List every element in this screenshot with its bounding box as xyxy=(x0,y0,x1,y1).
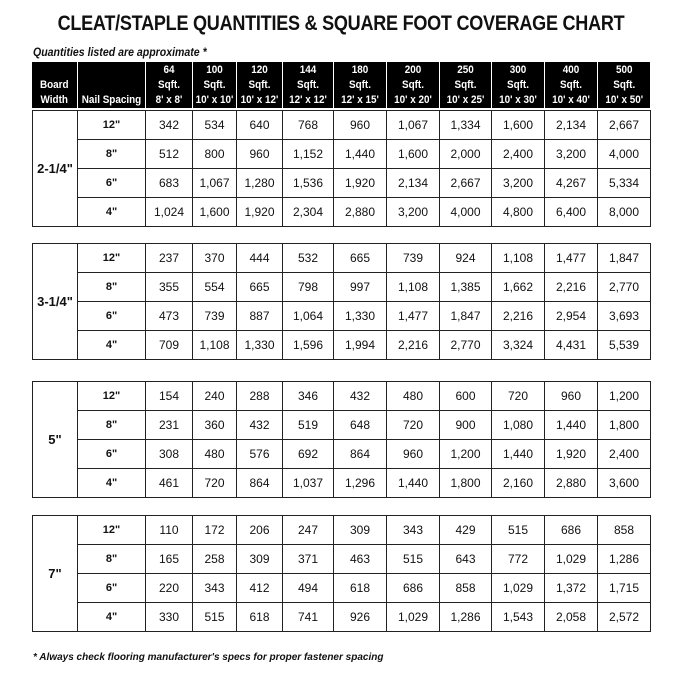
table-block-1 xyxy=(32,243,651,360)
header-board-width-line xyxy=(34,63,74,78)
quantity-cell: 4,000 xyxy=(440,198,492,227)
table-row xyxy=(33,516,651,545)
quantity-cell: 739 xyxy=(387,244,440,273)
quantity-cell: 686 xyxy=(387,574,440,603)
quantity-cell: 2,880 xyxy=(545,469,598,498)
header-nail-spacing xyxy=(77,62,145,108)
quantity-cell: 515 xyxy=(193,603,237,632)
quantity-cell: 2,667 xyxy=(440,169,492,198)
quantity-cell: 2,134 xyxy=(545,111,598,140)
quantity-cell: 4,431 xyxy=(545,331,598,360)
quantity-cell: 309 xyxy=(237,545,283,574)
quantity-cell: 1,600 xyxy=(193,198,237,227)
quantity-cell: 1,715 xyxy=(598,574,651,603)
quantity-cell: 8,000 xyxy=(598,198,651,227)
header-col-180-sqft-line: 180 xyxy=(351,64,368,76)
quantity-cell: 1,847 xyxy=(598,244,651,273)
header-col-120-sqft xyxy=(236,62,282,108)
header-col-100-sqft-line: 10' x 10' xyxy=(195,94,233,106)
quantity-cell: 1,024 xyxy=(146,198,193,227)
table-row xyxy=(33,302,651,331)
header-col-500-sqft-line: Sqft. xyxy=(612,79,635,91)
header-nail-spacing-line: Nail Spacing xyxy=(81,94,141,106)
quantity-cell: 2,216 xyxy=(545,273,598,302)
header-col-144-sqft xyxy=(282,62,333,108)
quantity-cell: 3,200 xyxy=(387,198,440,227)
quantity-cell: 2,160 xyxy=(492,469,545,498)
quantity-cell: 720 xyxy=(193,469,237,498)
quantity-cell: 3,600 xyxy=(598,469,651,498)
quantity-cell: 720 xyxy=(492,382,545,411)
header-col-300-sqft-line: 300 xyxy=(509,64,526,76)
nail-spacing-cell: 8" xyxy=(78,411,146,440)
header-col-500-sqft xyxy=(597,62,650,108)
nail-spacing-cell: 8" xyxy=(78,545,146,574)
quantity-cell: 1,280 xyxy=(237,169,283,198)
quantity-cell: 2,216 xyxy=(387,331,440,360)
quantity-cell: 1,029 xyxy=(545,545,598,574)
header-nail-spacing-line xyxy=(81,63,141,78)
quantity-cell: 1,440 xyxy=(387,469,440,498)
header-col-500-sqft-line: 500 xyxy=(615,64,633,76)
header-board-width-line: Width xyxy=(40,94,68,106)
quantity-cell: 432 xyxy=(237,411,283,440)
quantity-cell: 6,400 xyxy=(545,198,598,227)
quantity-cell: 309 xyxy=(334,516,387,545)
quantity-cell: 960 xyxy=(545,382,598,411)
quantity-cell: 1,477 xyxy=(545,244,598,273)
header-col-400-sqft xyxy=(544,62,597,108)
quantity-cell: 330 xyxy=(146,603,193,632)
quantity-cell: 720 xyxy=(387,411,440,440)
quantity-cell: 3,693 xyxy=(598,302,651,331)
quantity-cell: 739 xyxy=(193,302,237,331)
header-col-200-sqft-line: 10' x 20' xyxy=(393,94,432,106)
table-row xyxy=(33,411,651,440)
quantity-cell: 110 xyxy=(146,516,193,545)
quantity-cell: 1,440 xyxy=(545,411,598,440)
quantity-cell: 5,334 xyxy=(598,169,651,198)
quantity-cell: 2,667 xyxy=(598,111,651,140)
quantity-cell: 1,029 xyxy=(492,574,545,603)
nail-spacing-cell: 4" xyxy=(78,198,146,227)
header-col-144-sqft-line: Sqft. xyxy=(296,79,319,91)
quantity-cell: 686 xyxy=(545,516,598,545)
quantity-cell: 772 xyxy=(492,545,545,574)
quantity-cell: 4,000 xyxy=(598,140,651,169)
quantity-cell: 798 xyxy=(283,273,334,302)
quantity-cell: 900 xyxy=(440,411,492,440)
header-col-400-sqft-line: 400 xyxy=(562,64,579,76)
header-col-300-sqft-line: 10' x 30' xyxy=(498,94,537,106)
quantity-cell: 5,539 xyxy=(598,331,651,360)
quantity-cell: 692 xyxy=(283,440,334,469)
quantity-cell: 924 xyxy=(440,244,492,273)
quantity-cell: 741 xyxy=(283,603,334,632)
table-row xyxy=(33,331,651,360)
header-col-64-sqft-line: 8' x 8' xyxy=(155,94,182,106)
quantity-cell: 1,286 xyxy=(598,545,651,574)
header-col-100-sqft-line: Sqft. xyxy=(202,79,225,91)
quantity-cell: 1,920 xyxy=(334,169,387,198)
quantity-cell: 371 xyxy=(283,545,334,574)
quantity-cell: 1,800 xyxy=(598,411,651,440)
board-width-cell: 7" xyxy=(33,516,78,632)
board-width-cell: 3-1/4" xyxy=(33,244,78,360)
quantity-cell: 1,037 xyxy=(283,469,334,498)
quantity-cell: 2,770 xyxy=(598,273,651,302)
quantity-cell: 412 xyxy=(237,574,283,603)
quantity-cell: 1,477 xyxy=(387,302,440,331)
table-row xyxy=(33,469,651,498)
header-col-250-sqft-line: 250 xyxy=(456,64,474,76)
quantity-cell: 3,200 xyxy=(545,140,598,169)
quantity-cell: 1,108 xyxy=(387,273,440,302)
quantity-cell: 1,847 xyxy=(440,302,492,331)
header-col-400-sqft-line: 10' x 40' xyxy=(551,94,590,106)
quantity-cell: 172 xyxy=(193,516,237,545)
quantity-cell: 532 xyxy=(283,244,334,273)
quantity-cell: 444 xyxy=(237,244,283,273)
quantity-cell: 1,200 xyxy=(598,382,651,411)
nail-spacing-cell: 12" xyxy=(78,111,146,140)
quantity-cell: 1,029 xyxy=(387,603,440,632)
quantity-cell: 343 xyxy=(387,516,440,545)
header-nail-spacing-line xyxy=(81,78,141,93)
table-row xyxy=(33,273,651,302)
chart-title: CLEAT/STAPLE QUANTITIES & SQUARE FOOT COVERAGE CHART xyxy=(57,12,625,35)
nail-spacing-cell: 8" xyxy=(78,273,146,302)
quantity-cell: 247 xyxy=(283,516,334,545)
quantity-cell: 554 xyxy=(193,273,237,302)
board-width-cell: 2-1/4" xyxy=(33,111,78,227)
quantity-cell: 4,267 xyxy=(545,169,598,198)
quantity-cell: 926 xyxy=(334,603,387,632)
quantity-cell: 1,067 xyxy=(193,169,237,198)
quantity-cell: 665 xyxy=(334,244,387,273)
table-block-0 xyxy=(32,110,651,227)
quantity-cell: 864 xyxy=(237,469,283,498)
quantity-cell: 1,334 xyxy=(440,111,492,140)
quantity-cell: 600 xyxy=(440,382,492,411)
header-col-250-sqft xyxy=(439,62,491,108)
quantity-cell: 343 xyxy=(193,574,237,603)
quantity-cell: 346 xyxy=(283,382,334,411)
quantity-cell: 864 xyxy=(334,440,387,469)
quantity-cell: 519 xyxy=(283,411,334,440)
quantity-cell: 342 xyxy=(146,111,193,140)
quantity-cell: 858 xyxy=(598,516,651,545)
nail-spacing-cell: 12" xyxy=(78,382,146,411)
quantity-cell: 1,286 xyxy=(440,603,492,632)
header-col-100-sqft-line: 100 xyxy=(205,64,223,76)
quantity-cell: 1,372 xyxy=(545,574,598,603)
table-row xyxy=(33,545,651,574)
quantity-cell: 1,080 xyxy=(492,411,545,440)
quantity-cell: 683 xyxy=(146,169,193,198)
quantity-cell: 429 xyxy=(440,516,492,545)
nail-spacing-cell: 4" xyxy=(78,469,146,498)
quantity-cell: 2,400 xyxy=(492,140,545,169)
quantity-cell: 240 xyxy=(193,382,237,411)
quantity-cell: 165 xyxy=(146,545,193,574)
quantity-cell: 308 xyxy=(146,440,193,469)
quantity-cell: 2,400 xyxy=(598,440,651,469)
header-col-300-sqft xyxy=(491,62,544,108)
quantity-cell: 1,994 xyxy=(334,331,387,360)
quantity-cell: 473 xyxy=(146,302,193,331)
header-col-64-sqft xyxy=(145,62,192,108)
quantity-cell: 515 xyxy=(387,545,440,574)
nail-spacing-cell: 12" xyxy=(78,516,146,545)
quantity-cell: 1,296 xyxy=(334,469,387,498)
quantity-cell: 1,536 xyxy=(283,169,334,198)
quantity-cell: 2,216 xyxy=(492,302,545,331)
quantity-cell: 618 xyxy=(237,603,283,632)
quantity-cell: 515 xyxy=(492,516,545,545)
table-row xyxy=(33,244,651,273)
quantity-cell: 220 xyxy=(146,574,193,603)
quantity-cell: 258 xyxy=(193,545,237,574)
header-col-120-sqft-line: 120 xyxy=(250,64,268,76)
header-col-180-sqft xyxy=(333,62,386,108)
quantity-cell: 2,770 xyxy=(440,331,492,360)
quantity-cell: 1,440 xyxy=(334,140,387,169)
nail-spacing-cell: 4" xyxy=(78,603,146,632)
quantity-cell: 1,800 xyxy=(440,469,492,498)
footnote: * Always check flooring manufacturer's specs for proper fastener spacing xyxy=(33,652,384,663)
quantity-cell: 1,152 xyxy=(283,140,334,169)
table-row xyxy=(33,440,651,469)
quantity-cell: 1,064 xyxy=(283,302,334,331)
header-board-width xyxy=(32,62,77,108)
quantity-cell: 960 xyxy=(237,140,283,169)
board-width-cell: 5" xyxy=(33,382,78,498)
quantity-cell: 3,324 xyxy=(492,331,545,360)
quantity-cell: 370 xyxy=(193,244,237,273)
quantity-cell: 997 xyxy=(334,273,387,302)
header-col-400-sqft-line: Sqft. xyxy=(559,79,582,91)
quantity-cell: 858 xyxy=(440,574,492,603)
header-col-180-sqft-line: Sqft. xyxy=(348,79,371,91)
table-row xyxy=(33,169,651,198)
quantity-cell: 576 xyxy=(237,440,283,469)
quantity-cell: 237 xyxy=(146,244,193,273)
header-col-200-sqft-line: Sqft. xyxy=(401,79,424,91)
quantity-cell: 4,800 xyxy=(492,198,545,227)
quantity-cell: 360 xyxy=(193,411,237,440)
header-board-width-line: Board xyxy=(39,79,69,91)
header-col-500-sqft-line: 10' x 50' xyxy=(604,94,643,106)
header-col-64-sqft-line: Sqft. xyxy=(157,79,180,91)
quantity-cell: 768 xyxy=(283,111,334,140)
table-row xyxy=(33,382,651,411)
header-col-144-sqft-line: 144 xyxy=(299,64,316,76)
nail-spacing-cell: 6" xyxy=(78,169,146,198)
header-col-300-sqft-line: Sqft. xyxy=(506,79,529,91)
table-header xyxy=(32,62,650,108)
header-col-144-sqft-line: 12' x 12' xyxy=(288,94,327,106)
quantity-cell: 1,330 xyxy=(237,331,283,360)
header-col-180-sqft-line: 12' x 15' xyxy=(340,94,379,106)
quantity-cell: 1,385 xyxy=(440,273,492,302)
quantity-cell: 1,067 xyxy=(387,111,440,140)
quantity-cell: 2,058 xyxy=(545,603,598,632)
quantity-cell: 461 xyxy=(146,469,193,498)
nail-spacing-cell: 4" xyxy=(78,331,146,360)
quantity-cell: 1,440 xyxy=(492,440,545,469)
quantity-cell: 2,304 xyxy=(283,198,334,227)
quantity-cell: 887 xyxy=(237,302,283,331)
header-col-64-sqft-line: 64 xyxy=(162,64,175,76)
quantity-cell: 648 xyxy=(334,411,387,440)
quantity-cell: 355 xyxy=(146,273,193,302)
quantity-cell: 2,954 xyxy=(545,302,598,331)
quantity-cell: 1,600 xyxy=(387,140,440,169)
table-block-2 xyxy=(32,381,651,498)
quantity-cell: 512 xyxy=(146,140,193,169)
nail-spacing-cell: 12" xyxy=(78,244,146,273)
nail-spacing-cell: 8" xyxy=(78,140,146,169)
quantity-cell: 2,880 xyxy=(334,198,387,227)
quantity-cell: 665 xyxy=(237,273,283,302)
quantity-cell: 800 xyxy=(193,140,237,169)
table-row xyxy=(33,111,651,140)
quantity-cell: 1,200 xyxy=(440,440,492,469)
quantity-cell: 3,200 xyxy=(492,169,545,198)
table-row xyxy=(33,140,651,169)
header-col-250-sqft-line: Sqft. xyxy=(453,79,476,91)
table-row xyxy=(33,574,651,603)
quantity-cell: 1,920 xyxy=(545,440,598,469)
quantity-cell: 206 xyxy=(237,516,283,545)
quantity-cell: 432 xyxy=(334,382,387,411)
nail-spacing-cell: 6" xyxy=(78,302,146,331)
header-col-200-sqft xyxy=(386,62,439,108)
quantity-cell: 618 xyxy=(334,574,387,603)
nail-spacing-cell: 6" xyxy=(78,574,146,603)
quantity-cell: 1,108 xyxy=(492,244,545,273)
table-row xyxy=(33,603,651,632)
quantity-cell: 480 xyxy=(193,440,237,469)
nail-spacing-cell: 6" xyxy=(78,440,146,469)
header-col-250-sqft-line: 10' x 25' xyxy=(446,94,484,106)
quantity-cell: 2,000 xyxy=(440,140,492,169)
header-col-120-sqft-line: Sqft. xyxy=(247,79,270,91)
quantity-cell: 2,134 xyxy=(387,169,440,198)
quantity-cell: 1,662 xyxy=(492,273,545,302)
quantity-cell: 643 xyxy=(440,545,492,574)
quantity-cell: 288 xyxy=(237,382,283,411)
quantity-cell: 1,920 xyxy=(237,198,283,227)
quantity-cell: 154 xyxy=(146,382,193,411)
quantity-cell: 2,572 xyxy=(598,603,651,632)
header-col-120-sqft-line: 10' x 12' xyxy=(240,94,278,106)
header-col-100-sqft xyxy=(192,62,236,108)
quantity-cell: 494 xyxy=(283,574,334,603)
quantity-cell: 960 xyxy=(387,440,440,469)
quantity-cell: 463 xyxy=(334,545,387,574)
subtitle-approximate-note: Quantities listed are approximate * xyxy=(33,45,207,59)
quantity-cell: 709 xyxy=(146,331,193,360)
quantity-cell: 1,543 xyxy=(492,603,545,632)
quantity-cell: 960 xyxy=(334,111,387,140)
table-row xyxy=(33,198,651,227)
quantity-cell: 1,596 xyxy=(283,331,334,360)
quantity-cell: 534 xyxy=(193,111,237,140)
quantity-cell: 1,108 xyxy=(193,331,237,360)
quantity-cell: 231 xyxy=(146,411,193,440)
table-block-3 xyxy=(32,515,651,632)
quantity-cell: 480 xyxy=(387,382,440,411)
quantity-cell: 640 xyxy=(237,111,283,140)
quantity-cell: 1,600 xyxy=(492,111,545,140)
header-col-200-sqft-line: 200 xyxy=(404,64,421,76)
quantity-cell: 1,330 xyxy=(334,302,387,331)
